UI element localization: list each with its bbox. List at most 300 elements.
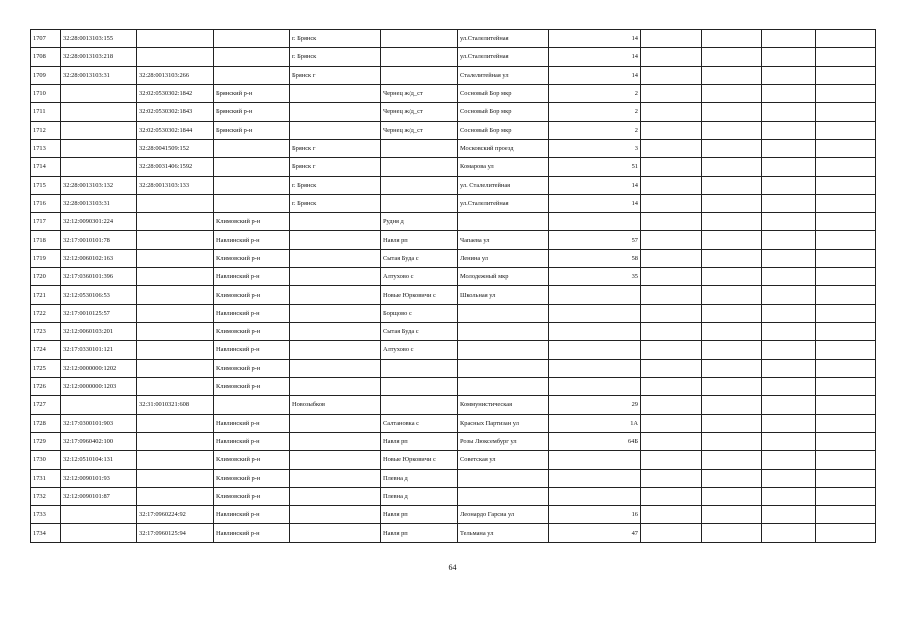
table-cell-c1: 32:17:0010101:78 <box>61 231 137 249</box>
table-cell-c1 <box>61 396 137 414</box>
table-cell-empty <box>702 249 762 267</box>
table-cell-c6: Сталелитейная ул <box>458 66 549 84</box>
table-cell-empty <box>641 66 702 84</box>
table-cell-c1: 32:12:0090101:87 <box>61 487 137 505</box>
table-cell-c6 <box>458 304 549 322</box>
table-cell-c4 <box>290 451 381 469</box>
table-cell-empty <box>816 48 876 66</box>
table-cell-c1: 32:12:0000000:1203 <box>61 377 137 395</box>
table-cell-c4 <box>290 487 381 505</box>
table-cell-c2 <box>137 304 214 322</box>
table-cell-c6: Розы Люксембург ул <box>458 432 549 450</box>
table-cell-c7 <box>549 469 641 487</box>
table-cell-c3 <box>214 48 290 66</box>
table-cell-empty <box>641 84 702 102</box>
table-row <box>31 304 876 322</box>
table-cell-empty <box>816 121 876 139</box>
table-row <box>31 139 876 157</box>
table-cell-c5: Новые Юрковичи с <box>381 451 458 469</box>
table-cell-empty <box>702 414 762 432</box>
table-row <box>31 213 876 231</box>
table-cell-c7: 14 <box>549 176 641 194</box>
table-cell-empty <box>641 304 702 322</box>
table-cell-n: 1728 <box>31 414 61 432</box>
table-cell-empty <box>762 231 816 249</box>
table-cell-n: 1733 <box>31 506 61 524</box>
table-cell-c4: Брянск г <box>290 158 381 176</box>
table-cell-empty <box>702 396 762 414</box>
table-cell-empty <box>641 48 702 66</box>
table-cell-c2 <box>137 451 214 469</box>
table-cell-c1 <box>61 139 137 157</box>
table-cell-n: 1712 <box>31 121 61 139</box>
table-cell-c4 <box>290 414 381 432</box>
table-cell-n: 1718 <box>31 231 61 249</box>
table-row <box>31 30 876 48</box>
table-cell-n: 1723 <box>31 323 61 341</box>
table-cell-c3 <box>214 30 290 48</box>
table-cell-empty <box>816 158 876 176</box>
table-cell-c4 <box>290 506 381 524</box>
table-cell-c4 <box>290 103 381 121</box>
table-cell-c2 <box>137 377 214 395</box>
table-cell-c3: Навлинский р-н <box>214 524 290 543</box>
table-cell-c5: Навля рп <box>381 432 458 450</box>
table-cell-empty <box>816 231 876 249</box>
table-cell-empty <box>702 524 762 543</box>
table-cell-empty <box>641 377 702 395</box>
table-cell-c2 <box>137 286 214 304</box>
table-cell-empty <box>762 249 816 267</box>
table-cell-c3 <box>214 396 290 414</box>
table-cell-empty <box>816 103 876 121</box>
table-cell-c5: Алтухово с <box>381 268 458 286</box>
table-cell-c7: 16 <box>549 506 641 524</box>
table-cell-c2: 32:28:0013103:266 <box>137 66 214 84</box>
table-row <box>31 377 876 395</box>
table-cell-c3: Климовский р-н <box>214 377 290 395</box>
table-cell-empty <box>816 304 876 322</box>
table-cell-empty <box>702 103 762 121</box>
table-cell-empty <box>762 451 816 469</box>
table-row <box>31 341 876 359</box>
table-cell-c3: Климовский р-н <box>214 451 290 469</box>
table-cell-c7: 14 <box>549 30 641 48</box>
table-cell-empty <box>641 451 702 469</box>
table-cell-c5: Навля рп <box>381 524 458 543</box>
table-row <box>31 286 876 304</box>
table-cell-c2: 32:28:0031406:1592 <box>137 158 214 176</box>
table-cell-c3: Климовский р-н <box>214 359 290 377</box>
table-cell-c6: Сосновый Бор мкр <box>458 84 549 102</box>
table-cell-empty <box>816 414 876 432</box>
table-cell-empty <box>702 341 762 359</box>
table-cell-empty <box>762 286 816 304</box>
table-row <box>31 66 876 84</box>
table-cell-c4: г. Брянск <box>290 194 381 212</box>
table-cell-c7: 2 <box>549 121 641 139</box>
table-cell-c3 <box>214 176 290 194</box>
table-cell-c6: Красных Партизан ул <box>458 414 549 432</box>
table-cell-empty <box>762 176 816 194</box>
table-cell-c4 <box>290 286 381 304</box>
table-cell-c7 <box>549 487 641 505</box>
table-cell-c1: 32:12:0000000:1202 <box>61 359 137 377</box>
table-cell-c3: Климовский р-н <box>214 323 290 341</box>
table-cell-n: 1727 <box>31 396 61 414</box>
table-row <box>31 487 876 505</box>
table-row <box>31 414 876 432</box>
table-cell-c1: 32:28:0013103:218 <box>61 48 137 66</box>
table-row <box>31 231 876 249</box>
table-cell-c5 <box>381 66 458 84</box>
table-cell-empty <box>816 506 876 524</box>
table-cell-empty <box>762 359 816 377</box>
table-cell-empty <box>816 176 876 194</box>
table-cell-c1: 32:12:0060103:201 <box>61 323 137 341</box>
table-cell-c7 <box>549 341 641 359</box>
table-cell-c1 <box>61 506 137 524</box>
table-cell-empty <box>702 30 762 48</box>
table-cell-empty <box>641 176 702 194</box>
table-cell-empty <box>816 66 876 84</box>
table-cell-empty <box>702 158 762 176</box>
table-row <box>31 451 876 469</box>
table-cell-c7: 2 <box>549 84 641 102</box>
table-cell-empty <box>762 139 816 157</box>
table-cell-c6: Леонардо Гарсиа ул <box>458 506 549 524</box>
table-cell-c2: 32:02:0530302:1842 <box>137 84 214 102</box>
table-cell-empty <box>762 84 816 102</box>
table-cell-empty <box>641 286 702 304</box>
table-cell-empty <box>816 359 876 377</box>
table-cell-n: 1725 <box>31 359 61 377</box>
table-cell-c2 <box>137 323 214 341</box>
table-cell-c6: ул.Сталелитейная <box>458 194 549 212</box>
table-cell-empty <box>762 121 816 139</box>
table-cell-c1: 32:28:0013103:155 <box>61 30 137 48</box>
table-cell-empty <box>762 158 816 176</box>
table-cell-c4 <box>290 268 381 286</box>
table-cell-c4 <box>290 213 381 231</box>
table-cell-c7 <box>549 377 641 395</box>
table-cell-empty <box>641 121 702 139</box>
table-cell-c1: 32:12:0530106:53 <box>61 286 137 304</box>
table-cell-empty <box>762 524 816 543</box>
table-cell-c7 <box>549 451 641 469</box>
table-cell-empty <box>816 451 876 469</box>
table-cell-empty <box>762 377 816 395</box>
table-cell-c1 <box>61 103 137 121</box>
table-cell-empty <box>641 158 702 176</box>
table-cell-c5: Сытая Буда с <box>381 249 458 267</box>
table-cell-c7: 3 <box>549 139 641 157</box>
table-cell-c4: г. Брянск <box>290 176 381 194</box>
table-cell-c6 <box>458 341 549 359</box>
table-cell-c6 <box>458 469 549 487</box>
table-cell-c5: Навля рп <box>381 231 458 249</box>
table-cell-empty <box>702 432 762 450</box>
table-row <box>31 432 876 450</box>
table-cell-c3: Климовский р-н <box>214 487 290 505</box>
table-cell-c6: Комарова ул <box>458 158 549 176</box>
table-cell-c3: Навлинский р-н <box>214 268 290 286</box>
table-cell-c5: Плевна д <box>381 469 458 487</box>
table-cell-empty <box>762 304 816 322</box>
table-cell-c4: Брянск г <box>290 139 381 157</box>
table-cell-c6: Школьная ул <box>458 286 549 304</box>
table-cell-empty <box>641 194 702 212</box>
table-cell-c7 <box>549 304 641 322</box>
table-cell-c2 <box>137 268 214 286</box>
table-cell-c1: 32:17:0300101:903 <box>61 414 137 432</box>
table-cell-c2 <box>137 30 214 48</box>
table-cell-c7: 14 <box>549 66 641 84</box>
table-cell-c4: Новозыбков <box>290 396 381 414</box>
table-cell-c2: 32:02:0530302:1843 <box>137 103 214 121</box>
table-row <box>31 249 876 267</box>
table-cell-c6: Молодежный мкр <box>458 268 549 286</box>
table-cell-c3: Брянский р-н <box>214 121 290 139</box>
table-cell-c7: 51 <box>549 158 641 176</box>
table-cell-empty <box>641 268 702 286</box>
table-cell-c2 <box>137 48 214 66</box>
table-cell-c3: Навлинский р-н <box>214 506 290 524</box>
table-cell-c3 <box>214 66 290 84</box>
table-cell-c6: Московский проезд <box>458 139 549 157</box>
table-row <box>31 506 876 524</box>
table-cell-empty <box>641 524 702 543</box>
table-cell-c3: Климовский р-н <box>214 213 290 231</box>
table-cell-empty <box>816 213 876 231</box>
table-row <box>31 396 876 414</box>
table-cell-c5: Плевна д <box>381 487 458 505</box>
table-cell-c5: Чернец ж/д_ст <box>381 121 458 139</box>
table-cell-empty <box>702 487 762 505</box>
table-cell-empty <box>702 66 762 84</box>
table-cell-empty <box>816 469 876 487</box>
table-cell-c6: Сосновый Бор мкр <box>458 103 549 121</box>
table-cell-c6: Советская ул <box>458 451 549 469</box>
table-cell-empty <box>816 286 876 304</box>
table-cell-c5: Чернец ж/д_ст <box>381 103 458 121</box>
table-cell-empty <box>816 377 876 395</box>
table-cell-c7: 64Б <box>549 432 641 450</box>
table-cell-empty <box>816 194 876 212</box>
table-cell-c3: Навлинский р-н <box>214 231 290 249</box>
table-cell-n: 1724 <box>31 341 61 359</box>
table-cell-c2 <box>137 432 214 450</box>
table-cell-c2: 32:02:0530302:1844 <box>137 121 214 139</box>
table-cell-c5: Навля рп <box>381 506 458 524</box>
table-cell-c7 <box>549 213 641 231</box>
table-cell-c4 <box>290 84 381 102</box>
table-cell-c3: Брянский р-н <box>214 84 290 102</box>
table-cell-c6 <box>458 359 549 377</box>
table-cell-c4 <box>290 524 381 543</box>
table-cell-c5 <box>381 194 458 212</box>
table-cell-c2 <box>137 213 214 231</box>
table-cell-c5 <box>381 139 458 157</box>
table-cell-c2 <box>137 487 214 505</box>
table-cell-c3: Навлинский р-н <box>214 414 290 432</box>
table-cell-n: 1720 <box>31 268 61 286</box>
table-cell-c5 <box>381 48 458 66</box>
table-cell-n: 1708 <box>31 48 61 66</box>
table-row <box>31 323 876 341</box>
table-cell-c2: 32:28:0041509:152 <box>137 139 214 157</box>
table-cell-c4 <box>290 121 381 139</box>
table-cell-empty <box>816 30 876 48</box>
table-row <box>31 48 876 66</box>
table-cell-empty <box>762 469 816 487</box>
table-cell-c4 <box>290 323 381 341</box>
table-cell-empty <box>702 506 762 524</box>
table-cell-empty <box>762 323 816 341</box>
table-cell-c4: г. Брянск <box>290 30 381 48</box>
table-cell-empty <box>762 30 816 48</box>
table-row <box>31 176 876 194</box>
table-cell-c6: ул.Сталелитейная <box>458 48 549 66</box>
table-cell-c1: 32:12:0510104:131 <box>61 451 137 469</box>
table-cell-n: 1731 <box>31 469 61 487</box>
table-cell-empty <box>702 286 762 304</box>
table-cell-c7: 14 <box>549 194 641 212</box>
table-cell-empty <box>762 103 816 121</box>
table-cell-empty <box>702 451 762 469</box>
table-cell-empty <box>762 48 816 66</box>
table-cell-c3 <box>214 158 290 176</box>
table-cell-c6 <box>458 323 549 341</box>
table-cell-n: 1721 <box>31 286 61 304</box>
table-cell-empty <box>702 139 762 157</box>
table-cell-n: 1717 <box>31 213 61 231</box>
table-cell-c1: 32:28:0013103:31 <box>61 194 137 212</box>
table-cell-c4 <box>290 341 381 359</box>
table-cell-empty <box>702 194 762 212</box>
table-cell-empty <box>641 323 702 341</box>
table-cell-c5 <box>381 359 458 377</box>
table-cell-empty <box>816 341 876 359</box>
table-cell-c3: Навлинский р-н <box>214 341 290 359</box>
table-cell-c7: 2 <box>549 103 641 121</box>
table-cell-empty <box>641 414 702 432</box>
table-cell-c6: Сосновый Бор мкр <box>458 121 549 139</box>
table-cell-empty <box>762 268 816 286</box>
table-cell-c2: 32:28:0013103:133 <box>137 176 214 194</box>
table-cell-c6: Чапаева ул <box>458 231 549 249</box>
table-cell-empty <box>702 323 762 341</box>
table-cell-n: 1713 <box>31 139 61 157</box>
table-cell-c2 <box>137 341 214 359</box>
table-cell-c1: 32:17:0330101:121 <box>61 341 137 359</box>
table-row <box>31 268 876 286</box>
table-cell-empty <box>641 30 702 48</box>
table-cell-c1: 32:28:0013103:132 <box>61 176 137 194</box>
table-cell-n: 1729 <box>31 432 61 450</box>
table-cell-n: 1730 <box>31 451 61 469</box>
table-cell-empty <box>702 359 762 377</box>
table-cell-c5: Борщово с <box>381 304 458 322</box>
table-cell-empty <box>702 231 762 249</box>
table-cell-empty <box>702 176 762 194</box>
table-cell-empty <box>762 213 816 231</box>
table-cell-empty <box>702 268 762 286</box>
table-cell-c6: ул.Сталелитейная <box>458 30 549 48</box>
table-cell-c2 <box>137 231 214 249</box>
table-cell-c6: Тельмана ул <box>458 524 549 543</box>
table-cell-empty <box>816 323 876 341</box>
table-cell-n: 1715 <box>31 176 61 194</box>
table-cell-c3: Климовский р-н <box>214 469 290 487</box>
table-cell-empty <box>762 414 816 432</box>
table-cell-c5: Салтановка с <box>381 414 458 432</box>
table-cell-c3: Брянский р-н <box>214 103 290 121</box>
table-cell-c6 <box>458 213 549 231</box>
table-cell-c7: 58 <box>549 249 641 267</box>
table-cell-c4 <box>290 469 381 487</box>
table-cell-c3: Климовский р-н <box>214 249 290 267</box>
table-row <box>31 103 876 121</box>
table-cell-empty <box>641 432 702 450</box>
table-cell-c2: 32:17:0960125:94 <box>137 524 214 543</box>
table-row <box>31 84 876 102</box>
table-row <box>31 158 876 176</box>
table-cell-c3: Навлинский р-н <box>214 304 290 322</box>
table-cell-empty <box>702 469 762 487</box>
table-cell-c7: 1А <box>549 414 641 432</box>
table-cell-empty <box>816 249 876 267</box>
table-cell-c1: 32:12:0090101:93 <box>61 469 137 487</box>
table-cell-c4: г. Брянск <box>290 48 381 66</box>
table-cell-n: 1732 <box>31 487 61 505</box>
table-cell-c1: 32:28:0013103:31 <box>61 66 137 84</box>
table-cell-c4 <box>290 377 381 395</box>
table-cell-empty <box>641 396 702 414</box>
table-row <box>31 524 876 543</box>
table-cell-c5: Чернец ж/д_ст <box>381 84 458 102</box>
table-cell-c6 <box>458 377 549 395</box>
page-number: 64 <box>448 563 457 572</box>
table-cell-n: 1709 <box>31 66 61 84</box>
table-cell-empty <box>641 139 702 157</box>
table-cell-c4 <box>290 304 381 322</box>
table-cell-empty <box>641 487 702 505</box>
table-cell-c7: 35 <box>549 268 641 286</box>
table-cell-empty <box>702 121 762 139</box>
table-cell-empty <box>816 487 876 505</box>
table-cell-n: 1734 <box>31 524 61 543</box>
table-cell-empty <box>762 396 816 414</box>
table-cell-c6: Ленина ул <box>458 249 549 267</box>
table-cell-empty <box>641 213 702 231</box>
table-cell-c3 <box>214 139 290 157</box>
table-cell-empty <box>762 506 816 524</box>
table-cell-c7: 29 <box>549 396 641 414</box>
table-cell-c1 <box>61 84 137 102</box>
table-cell-c1 <box>61 524 137 543</box>
table-cell-n: 1707 <box>31 30 61 48</box>
table-cell-empty <box>641 469 702 487</box>
table-cell-empty <box>702 48 762 66</box>
table-cell-empty <box>816 524 876 543</box>
table-cell-empty <box>641 359 702 377</box>
table-cell-c7 <box>549 323 641 341</box>
table-row <box>31 194 876 212</box>
table-cell-empty <box>816 139 876 157</box>
table-cell-c5: Новые Юрковичи с <box>381 286 458 304</box>
table-cell-empty <box>641 249 702 267</box>
